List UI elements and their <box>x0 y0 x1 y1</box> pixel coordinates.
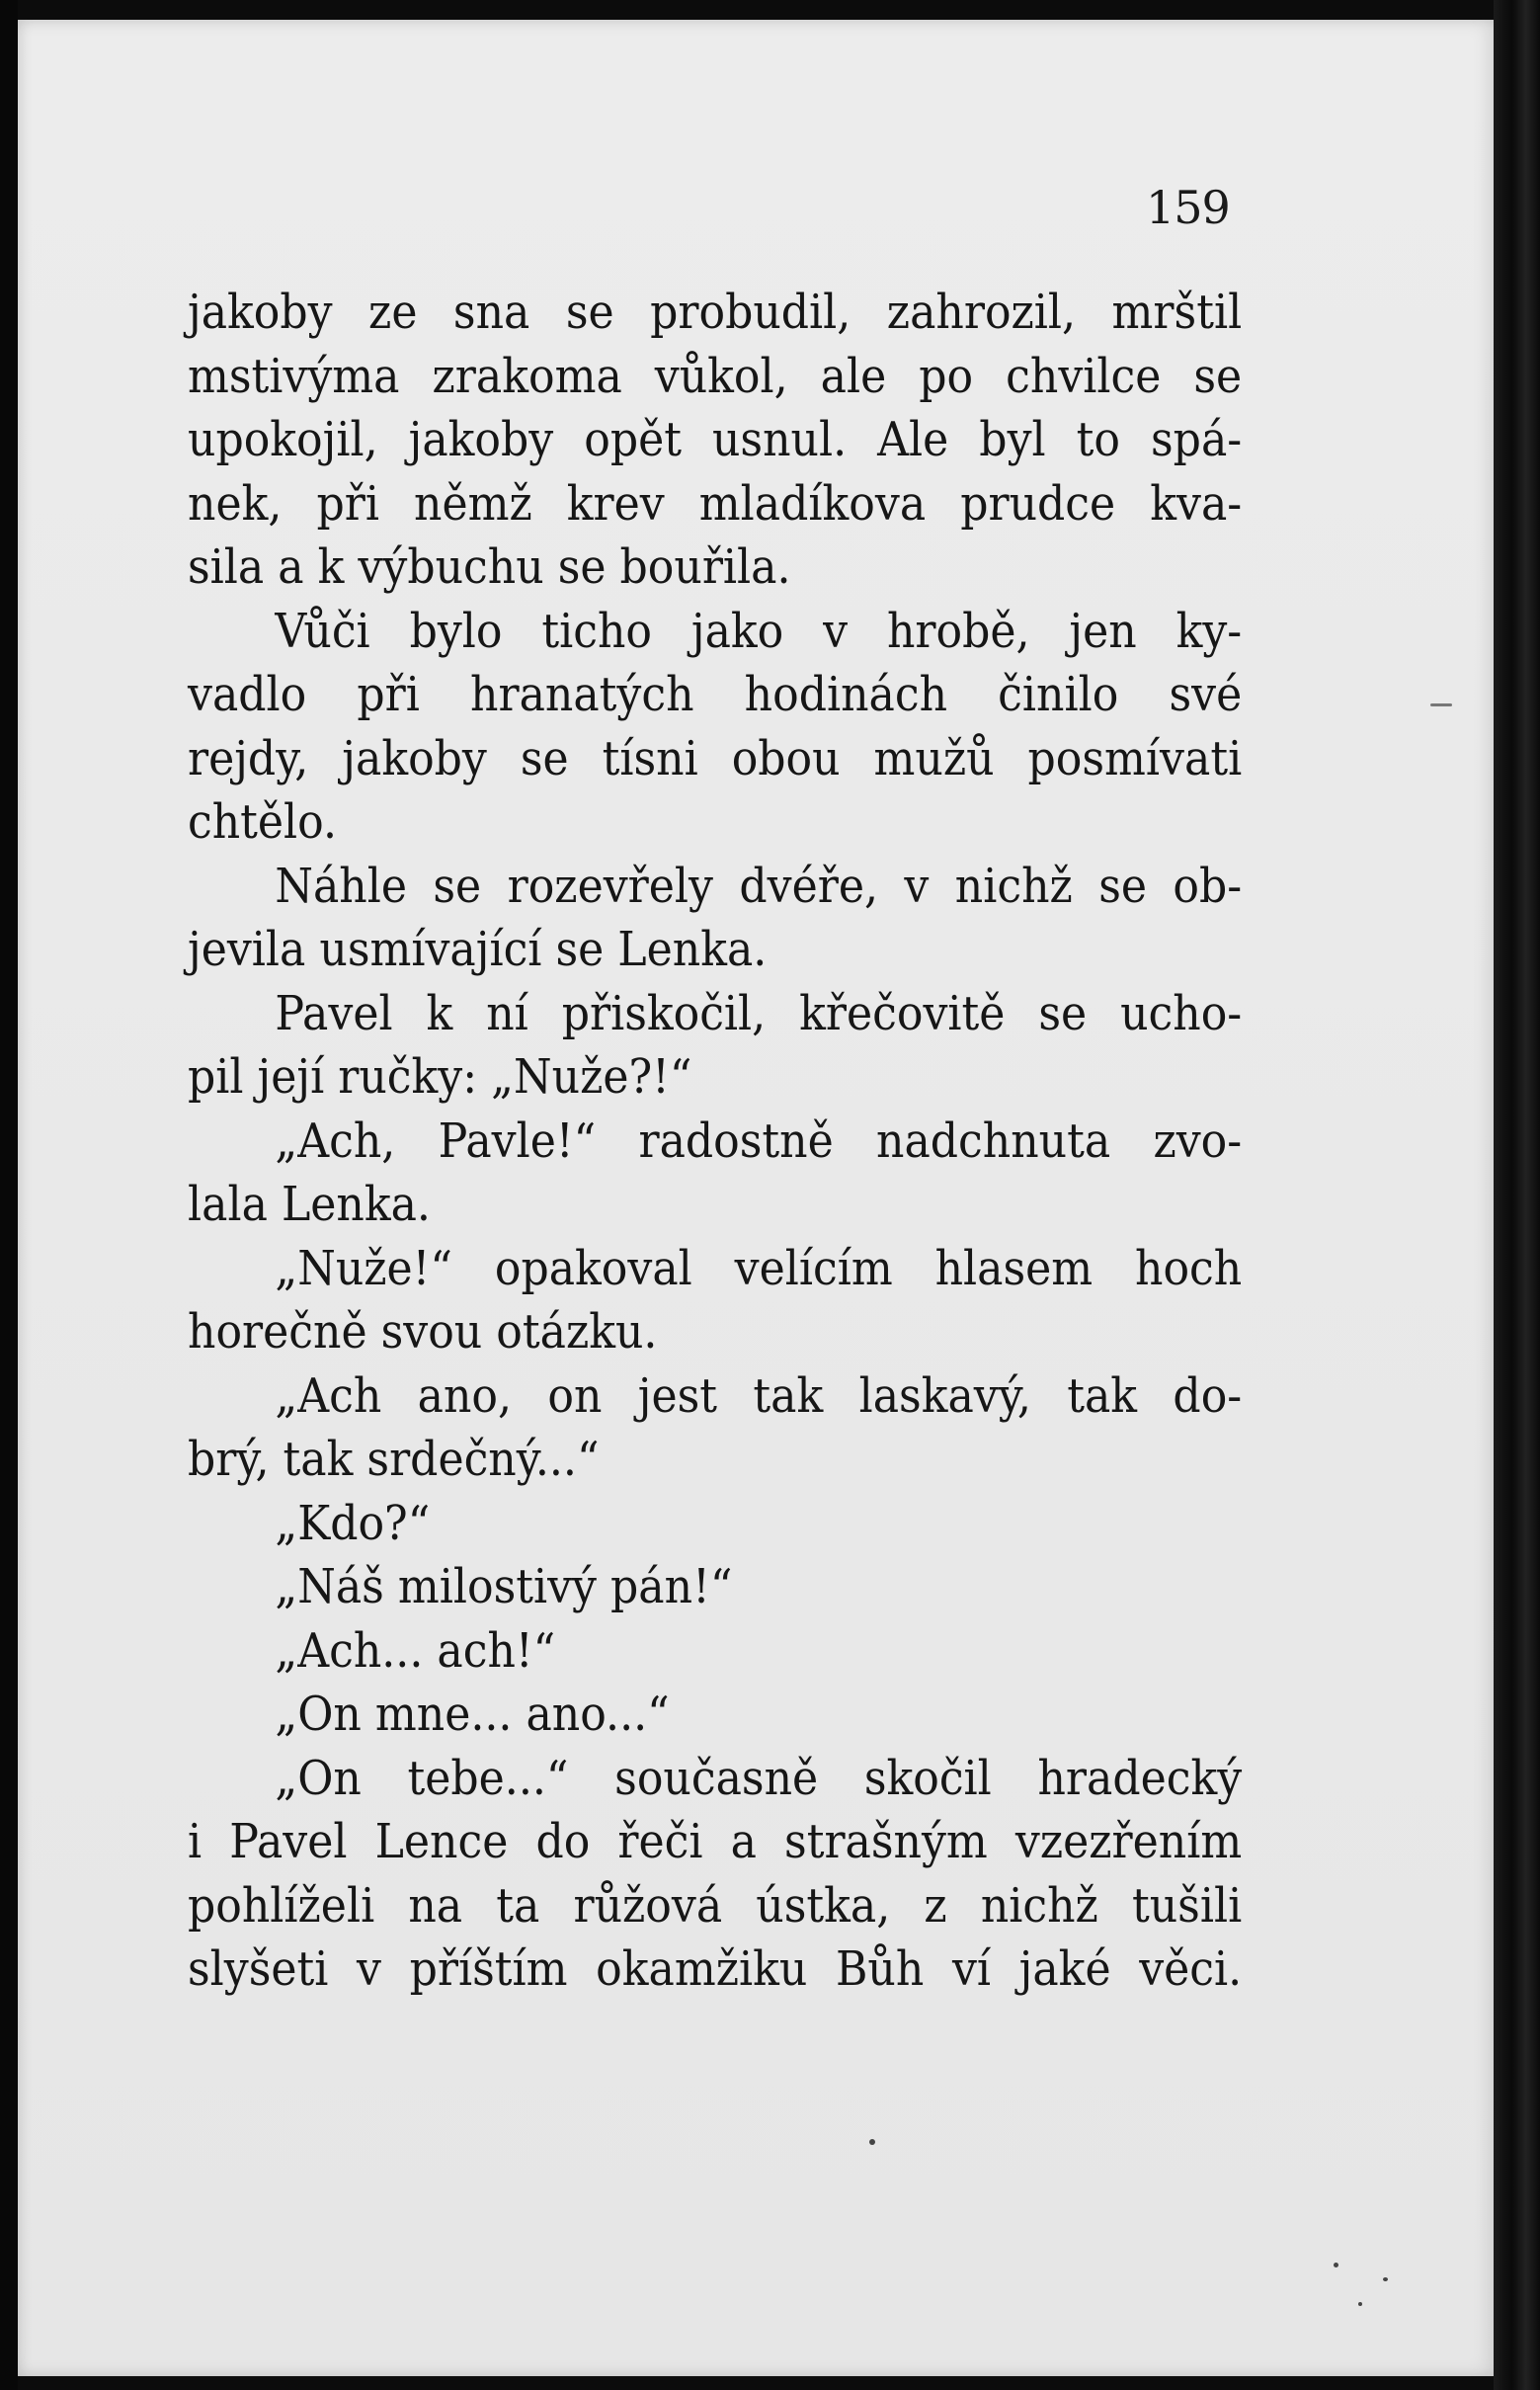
text-line: pil její ručky: „Nuže?!“ <box>188 1049 692 1105</box>
text-line: jevila usmívající se Lenka. <box>188 922 768 977</box>
text-line: Náhle se rozevřely dvéře, v nichž se ob- <box>275 858 1243 914</box>
text-line: „Ach, Pavle!“ radostně nadchnuta zvo- <box>275 1113 1243 1169</box>
text-line: mstivýma zrakoma vůkol, ale po chvilce se <box>188 348 1243 404</box>
text-line: Pavel k ní přiskočil, křečovitě se ucho- <box>275 985 1243 1041</box>
left-scan-border <box>0 0 18 2390</box>
text-line: rejdy, jakoby se tísni obou mužů posmívati <box>188 730 1243 786</box>
text-line: Vůči bylo ticho jako v hrobě, jen ky- <box>275 603 1243 659</box>
paper-speck <box>1358 2302 1362 2306</box>
text-line: „On mne... ano...“ <box>275 1687 670 1742</box>
text-line: „On tebe...“ současně skočil hradecký <box>275 1750 1243 1806</box>
text-line: i Pavel Lence do řeči a strašným vzezřením <box>188 1814 1243 1869</box>
text-line: lala Lenka. <box>188 1177 431 1232</box>
text-line: chtělo. <box>188 794 338 850</box>
text-line: sila a k výbuchu se bouřila. <box>188 539 791 595</box>
text-line: brý, tak srdečný...“ <box>188 1432 600 1487</box>
text-line: horečně svou otázku. <box>188 1304 658 1360</box>
text-line: jakoby ze sna se probudil, zahrozil, mrštil <box>188 285 1243 340</box>
text-line: „Ach... ach!“ <box>275 1622 556 1679</box>
body-text <box>188 281 1243 2002</box>
text-line: upokojil, jakoby opět usnul. Ale byl to spá- <box>188 412 1243 467</box>
paper-speck <box>1334 2263 1338 2267</box>
text-line: „Nuže!“ opakoval velícím hlasem hoch <box>275 1240 1243 1296</box>
text-line: nek, při němž krev mladíkova prudce kva- <box>188 475 1243 532</box>
text-line: vadlo při hranatých hodinách činilo své <box>188 667 1243 722</box>
paper-speck <box>869 2139 875 2145</box>
text-line: „Náš milostivý pán!“ <box>275 1559 733 1614</box>
text-line: „Kdo?“ <box>275 1495 431 1551</box>
text-line: pohlíželi na ta růžová ústka, z nichž tušili <box>188 1877 1243 1934</box>
paper-speck <box>1430 703 1452 706</box>
page-number: 159 <box>1146 181 1230 234</box>
book-spine-edge <box>1494 0 1540 2390</box>
text-line: „Ach ano, on jest tak laskavý, tak do- <box>275 1367 1243 1424</box>
text-line: slyšeti v příštím okamžiku Bůh ví jaké věci. <box>188 1941 1243 1997</box>
paper-speck <box>1383 2277 1388 2281</box>
